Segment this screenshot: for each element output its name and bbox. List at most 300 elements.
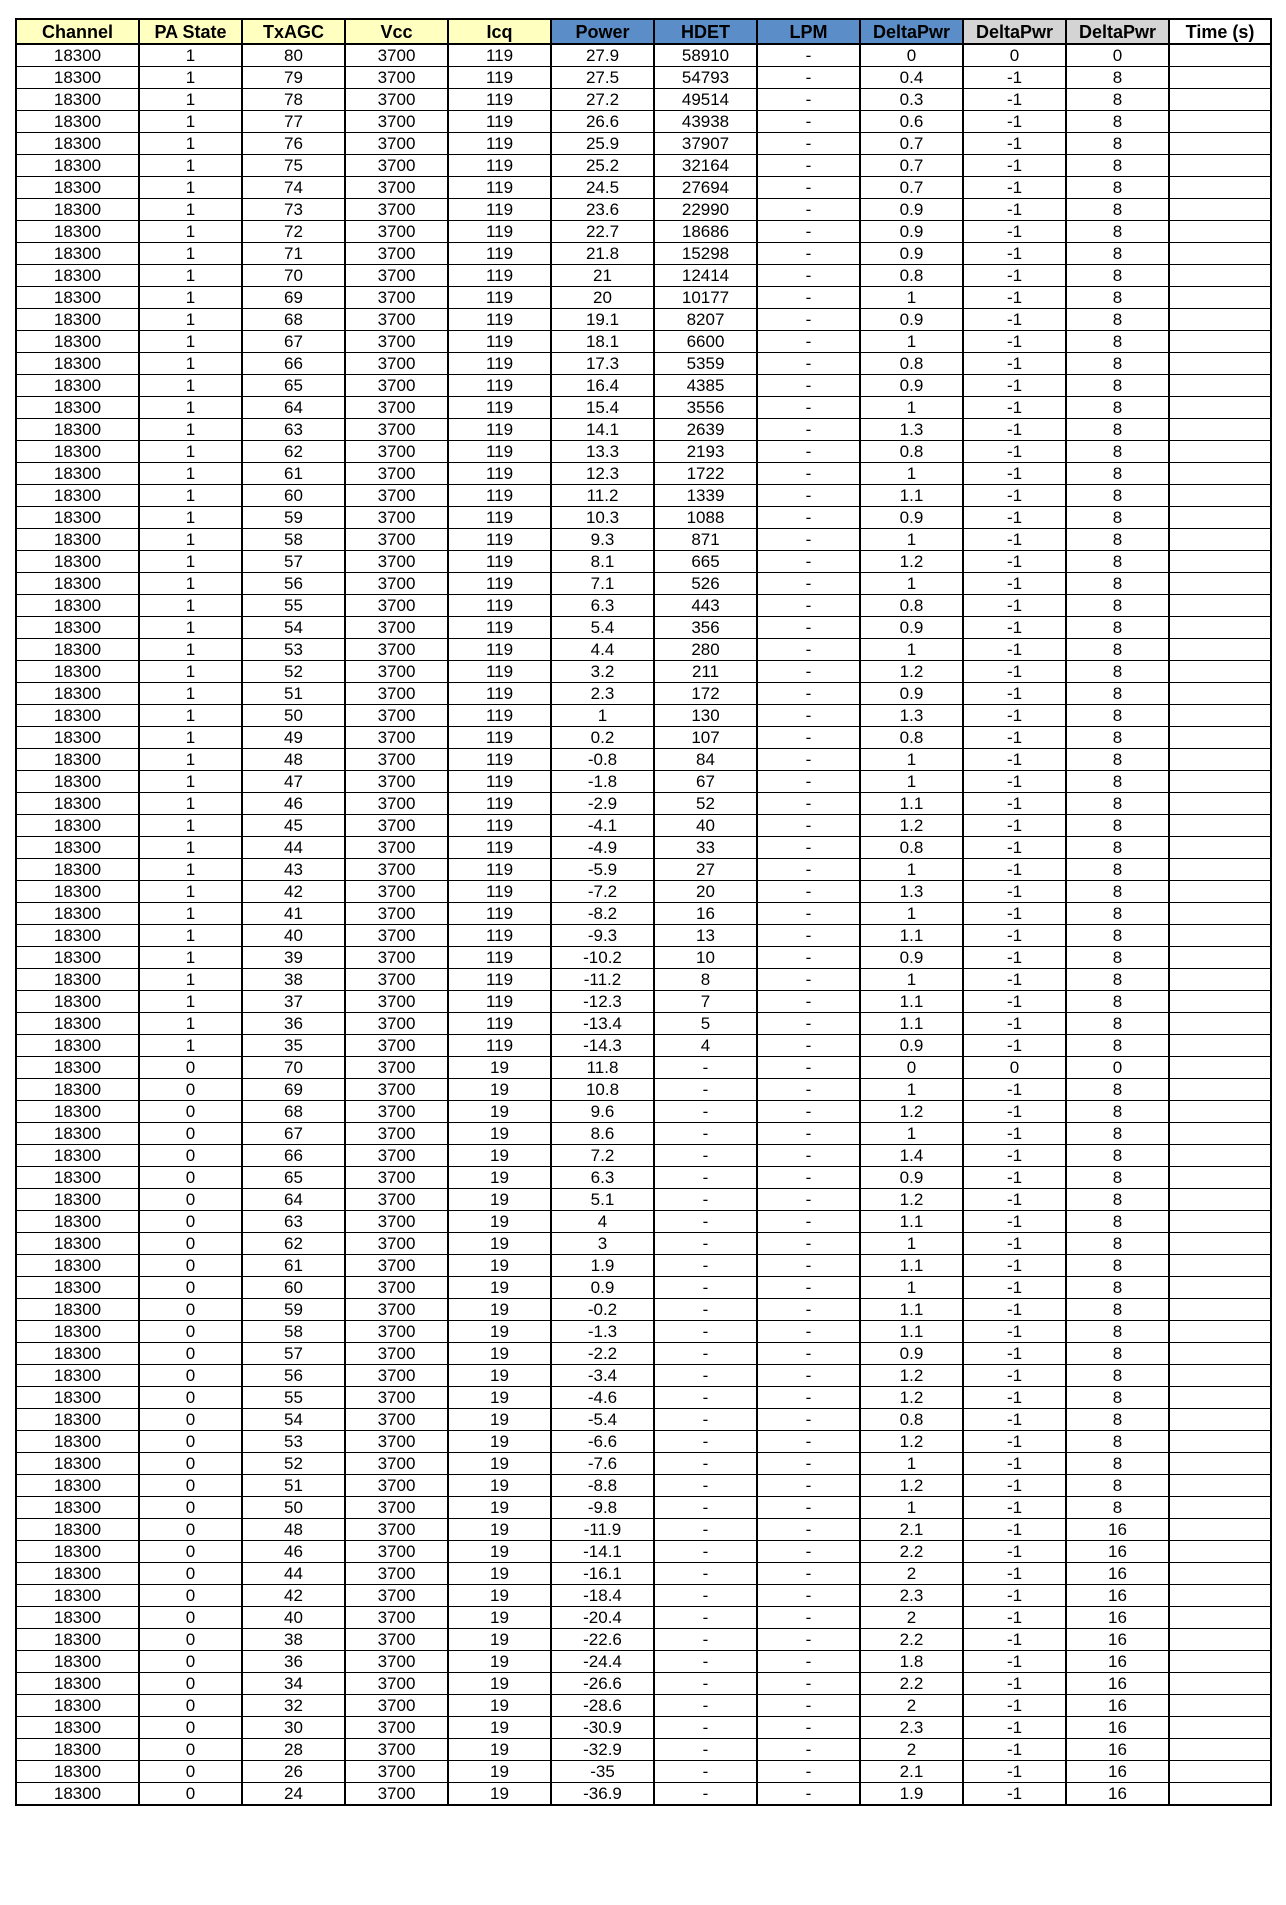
table-cell[interactable]: 5359 xyxy=(654,353,757,375)
table-cell[interactable]: 8 xyxy=(1066,155,1169,177)
table-cell[interactable]: -9.3 xyxy=(551,925,654,947)
table-cell[interactable]: 8 xyxy=(1066,67,1169,89)
table-cell[interactable]: 19 xyxy=(448,1343,551,1365)
table-cell[interactable] xyxy=(1169,1321,1271,1343)
table-cell[interactable]: 19 xyxy=(448,1387,551,1409)
table-cell[interactable]: 119 xyxy=(448,859,551,881)
table-cell[interactable] xyxy=(1169,353,1271,375)
table-cell[interactable]: 1 xyxy=(860,1123,963,1145)
table-cell[interactable]: 1.1 xyxy=(860,925,963,947)
table-cell[interactable]: 9.3 xyxy=(551,529,654,551)
table-cell[interactable] xyxy=(1169,221,1271,243)
table-cell[interactable]: -28.6 xyxy=(551,1695,654,1717)
table-cell[interactable]: -1 xyxy=(963,1519,1066,1541)
table-cell[interactable]: 42 xyxy=(242,881,345,903)
table-cell[interactable]: 0.3 xyxy=(860,89,963,111)
table-cell[interactable]: - xyxy=(757,771,860,793)
table-cell[interactable]: 1 xyxy=(139,1013,242,1035)
table-cell[interactable]: 119 xyxy=(448,837,551,859)
table-cell[interactable]: 8 xyxy=(1066,529,1169,551)
table-cell[interactable]: 3700 xyxy=(345,485,448,507)
table-cell[interactable]: 55 xyxy=(242,1387,345,1409)
table-cell[interactable]: 3700 xyxy=(345,44,448,67)
table-cell[interactable]: - xyxy=(757,485,860,507)
table-cell[interactable] xyxy=(1169,661,1271,683)
table-cell[interactable]: 7.2 xyxy=(551,1145,654,1167)
table-cell[interactable]: - xyxy=(757,1607,860,1629)
table-cell[interactable]: -1 xyxy=(963,1189,1066,1211)
table-cell[interactable]: 19 xyxy=(448,1277,551,1299)
table-cell[interactable]: 3700 xyxy=(345,375,448,397)
table-cell[interactable]: 1 xyxy=(860,529,963,551)
table-cell[interactable]: -1 xyxy=(963,133,1066,155)
table-cell[interactable]: -1 xyxy=(963,1739,1066,1761)
table-cell[interactable]: 1 xyxy=(860,1079,963,1101)
table-cell[interactable]: 0 xyxy=(139,1145,242,1167)
table-cell[interactable]: 1.9 xyxy=(551,1255,654,1277)
table-cell[interactable]: 8 xyxy=(1066,925,1169,947)
table-cell[interactable]: 66 xyxy=(242,1145,345,1167)
table-cell[interactable]: 18300 xyxy=(16,419,139,441)
table-cell[interactable]: 76 xyxy=(242,133,345,155)
table-cell[interactable]: - xyxy=(757,1189,860,1211)
table-cell[interactable]: 70 xyxy=(242,1057,345,1079)
table-cell[interactable] xyxy=(1169,1233,1271,1255)
table-cell[interactable]: - xyxy=(757,969,860,991)
table-cell[interactable]: 0 xyxy=(139,1739,242,1761)
table-cell[interactable]: 3700 xyxy=(345,1541,448,1563)
table-cell[interactable]: 58910 xyxy=(654,44,757,67)
table-cell[interactable]: 37907 xyxy=(654,133,757,155)
table-cell[interactable]: 8 xyxy=(1066,1343,1169,1365)
table-cell[interactable]: 3700 xyxy=(345,89,448,111)
table-cell[interactable]: - xyxy=(757,133,860,155)
table-cell[interactable]: 1 xyxy=(139,353,242,375)
table-cell[interactable]: 0 xyxy=(139,1343,242,1365)
table-cell[interactable] xyxy=(1169,67,1271,89)
table-cell[interactable]: 5.1 xyxy=(551,1189,654,1211)
table-cell[interactable]: 1 xyxy=(139,265,242,287)
table-cell[interactable]: -1 xyxy=(963,1563,1066,1585)
table-cell[interactable]: 18300 xyxy=(16,859,139,881)
table-cell[interactable]: 3700 xyxy=(345,1277,448,1299)
table-cell[interactable]: 0.8 xyxy=(860,441,963,463)
table-cell[interactable]: 119 xyxy=(448,793,551,815)
table-cell[interactable]: 18300 xyxy=(16,529,139,551)
table-cell[interactable]: 4.4 xyxy=(551,639,654,661)
table-cell[interactable] xyxy=(1169,881,1271,903)
table-cell[interactable]: 1 xyxy=(139,529,242,551)
table-cell[interactable]: 18300 xyxy=(16,573,139,595)
table-cell[interactable]: 1 xyxy=(139,375,242,397)
table-cell[interactable]: 0.9 xyxy=(860,309,963,331)
table-cell[interactable]: 1.2 xyxy=(860,1365,963,1387)
table-cell[interactable]: - xyxy=(757,463,860,485)
table-cell[interactable]: - xyxy=(757,199,860,221)
table-cell[interactable]: -1 xyxy=(963,1167,1066,1189)
table-cell[interactable]: 3700 xyxy=(345,67,448,89)
table-cell[interactable]: 54793 xyxy=(654,67,757,89)
table-cell[interactable]: - xyxy=(757,991,860,1013)
table-cell[interactable]: 71 xyxy=(242,243,345,265)
table-cell[interactable]: -1 xyxy=(963,837,1066,859)
table-cell[interactable]: -2.2 xyxy=(551,1343,654,1365)
table-cell[interactable] xyxy=(1169,1167,1271,1189)
table-cell[interactable]: 52 xyxy=(242,661,345,683)
table-cell[interactable]: 19 xyxy=(448,1717,551,1739)
table-cell[interactable]: 1 xyxy=(139,463,242,485)
table-cell[interactable]: 1 xyxy=(139,815,242,837)
table-cell[interactable]: - xyxy=(654,1101,757,1123)
table-cell[interactable]: 1 xyxy=(139,947,242,969)
table-cell[interactable]: 18300 xyxy=(16,1453,139,1475)
table-cell[interactable]: 18300 xyxy=(16,1519,139,1541)
table-cell[interactable]: - xyxy=(654,1497,757,1519)
table-cell[interactable] xyxy=(1169,1541,1271,1563)
table-cell[interactable]: 19 xyxy=(448,1123,551,1145)
table-cell[interactable]: 172 xyxy=(654,683,757,705)
table-cell[interactable]: 2.3 xyxy=(551,683,654,705)
table-cell[interactable]: 1 xyxy=(860,969,963,991)
table-cell[interactable]: 3700 xyxy=(345,419,448,441)
table-cell[interactable]: 3700 xyxy=(345,1761,448,1783)
table-cell[interactable]: 119 xyxy=(448,925,551,947)
table-cell[interactable]: - xyxy=(757,1079,860,1101)
table-cell[interactable]: 46 xyxy=(242,793,345,815)
table-cell[interactable]: 18300 xyxy=(16,1585,139,1607)
table-cell[interactable]: - xyxy=(757,243,860,265)
table-cell[interactable]: 130 xyxy=(654,705,757,727)
table-cell[interactable] xyxy=(1169,683,1271,705)
table-cell[interactable] xyxy=(1169,463,1271,485)
table-cell[interactable]: 119 xyxy=(448,221,551,243)
table-cell[interactable]: 8 xyxy=(1066,1013,1169,1035)
column-header[interactable]: LPM xyxy=(757,19,860,44)
table-cell[interactable] xyxy=(1169,1585,1271,1607)
table-cell[interactable]: 19 xyxy=(448,1365,551,1387)
table-cell[interactable]: -1 xyxy=(963,1673,1066,1695)
table-cell[interactable]: - xyxy=(757,1629,860,1651)
table-cell[interactable]: 8 xyxy=(1066,1409,1169,1431)
table-cell[interactable]: 3700 xyxy=(345,925,448,947)
table-cell[interactable]: 1 xyxy=(139,199,242,221)
table-cell[interactable]: 1 xyxy=(139,67,242,89)
table-cell[interactable]: 3700 xyxy=(345,903,448,925)
table-cell[interactable] xyxy=(1169,1475,1271,1497)
table-cell[interactable]: -1 xyxy=(963,1255,1066,1277)
table-cell[interactable]: 3700 xyxy=(345,1475,448,1497)
table-cell[interactable]: 18300 xyxy=(16,441,139,463)
table-cell[interactable]: 1 xyxy=(139,397,242,419)
column-header[interactable]: PA State xyxy=(139,19,242,44)
table-cell[interactable]: 53 xyxy=(242,639,345,661)
table-cell[interactable] xyxy=(1169,1123,1271,1145)
table-cell[interactable]: 3700 xyxy=(345,177,448,199)
table-cell[interactable]: 18686 xyxy=(654,221,757,243)
table-cell[interactable]: 56 xyxy=(242,573,345,595)
table-cell[interactable]: 34 xyxy=(242,1673,345,1695)
table-cell[interactable]: 59 xyxy=(242,1299,345,1321)
table-cell[interactable]: - xyxy=(757,1145,860,1167)
table-cell[interactable]: 871 xyxy=(654,529,757,551)
table-cell[interactable]: 1 xyxy=(860,1453,963,1475)
table-cell[interactable] xyxy=(1169,617,1271,639)
table-cell[interactable] xyxy=(1169,815,1271,837)
table-cell[interactable]: 19 xyxy=(448,1453,551,1475)
table-cell[interactable]: 19 xyxy=(448,1695,551,1717)
table-cell[interactable]: 8 xyxy=(1066,683,1169,705)
table-cell[interactable]: -1 xyxy=(963,1761,1066,1783)
table-cell[interactable]: 1 xyxy=(860,639,963,661)
table-cell[interactable]: - xyxy=(757,1343,860,1365)
table-cell[interactable]: 8 xyxy=(1066,485,1169,507)
table-cell[interactable] xyxy=(1169,1453,1271,1475)
table-cell[interactable]: 19 xyxy=(448,1057,551,1079)
table-cell[interactable]: -22.6 xyxy=(551,1629,654,1651)
table-cell[interactable]: 3700 xyxy=(345,551,448,573)
table-cell[interactable]: 119 xyxy=(448,243,551,265)
table-cell[interactable]: 19 xyxy=(448,1519,551,1541)
table-cell[interactable]: 27694 xyxy=(654,177,757,199)
table-cell[interactable]: 3700 xyxy=(345,1739,448,1761)
table-cell[interactable]: -1 xyxy=(963,815,1066,837)
table-cell[interactable]: -1.8 xyxy=(551,771,654,793)
table-cell[interactable]: 119 xyxy=(448,705,551,727)
table-cell[interactable]: 18300 xyxy=(16,507,139,529)
table-cell[interactable]: 119 xyxy=(448,595,551,617)
table-cell[interactable]: 3700 xyxy=(345,1453,448,1475)
table-cell[interactable]: 3700 xyxy=(345,1035,448,1057)
table-cell[interactable]: 3700 xyxy=(345,1101,448,1123)
table-cell[interactable]: 38 xyxy=(242,969,345,991)
table-cell[interactable]: 3700 xyxy=(345,1519,448,1541)
table-cell[interactable]: -32.9 xyxy=(551,1739,654,1761)
table-cell[interactable]: 3700 xyxy=(345,1585,448,1607)
table-cell[interactable]: - xyxy=(757,1519,860,1541)
column-header[interactable]: DeltaPwr xyxy=(963,19,1066,44)
table-cell[interactable]: 1 xyxy=(139,683,242,705)
table-cell[interactable]: 119 xyxy=(448,573,551,595)
table-cell[interactable]: - xyxy=(654,1629,757,1651)
table-cell[interactable]: -1 xyxy=(963,1123,1066,1145)
table-cell[interactable]: -1 xyxy=(963,1321,1066,1343)
table-cell[interactable]: - xyxy=(757,1475,860,1497)
table-cell[interactable]: 54 xyxy=(242,1409,345,1431)
table-cell[interactable]: -1 xyxy=(963,661,1066,683)
table-cell[interactable]: - xyxy=(757,1761,860,1783)
table-cell[interactable]: - xyxy=(757,1365,860,1387)
table-cell[interactable]: 16 xyxy=(1066,1695,1169,1717)
table-cell[interactable]: 10 xyxy=(654,947,757,969)
table-cell[interactable]: 27.5 xyxy=(551,67,654,89)
table-cell[interactable]: -1 xyxy=(963,507,1066,529)
table-cell[interactable]: 8 xyxy=(1066,661,1169,683)
table-cell[interactable]: 25.2 xyxy=(551,155,654,177)
table-cell[interactable]: 13.3 xyxy=(551,441,654,463)
table-cell[interactable]: 3700 xyxy=(345,793,448,815)
table-cell[interactable]: 8 xyxy=(1066,1365,1169,1387)
table-cell[interactable]: 8 xyxy=(1066,1497,1169,1519)
table-cell[interactable]: - xyxy=(654,1651,757,1673)
table-cell[interactable]: 0 xyxy=(1066,1057,1169,1079)
table-cell[interactable]: 3700 xyxy=(345,353,448,375)
table-cell[interactable]: 18300 xyxy=(16,1761,139,1783)
table-cell[interactable]: 19 xyxy=(448,1629,551,1651)
table-cell[interactable]: 27.2 xyxy=(551,89,654,111)
table-cell[interactable]: -7.2 xyxy=(551,881,654,903)
table-cell[interactable]: 0 xyxy=(139,1387,242,1409)
table-cell[interactable]: 0 xyxy=(1066,44,1169,67)
table-cell[interactable]: 0.7 xyxy=(860,155,963,177)
table-cell[interactable]: - xyxy=(757,1211,860,1233)
table-cell[interactable]: 73 xyxy=(242,199,345,221)
table-cell[interactable]: 3700 xyxy=(345,771,448,793)
table-cell[interactable]: -1 xyxy=(963,573,1066,595)
table-cell[interactable] xyxy=(1169,1717,1271,1739)
table-cell[interactable]: 19 xyxy=(448,1585,551,1607)
table-cell[interactable]: 0.9 xyxy=(860,1167,963,1189)
table-cell[interactable] xyxy=(1169,1255,1271,1277)
table-cell[interactable]: 1 xyxy=(139,287,242,309)
table-cell[interactable]: -1.3 xyxy=(551,1321,654,1343)
table-cell[interactable]: 2.2 xyxy=(860,1673,963,1695)
table-cell[interactable]: 18300 xyxy=(16,903,139,925)
table-cell[interactable]: 8 xyxy=(1066,1453,1169,1475)
table-cell[interactable]: -1 xyxy=(963,617,1066,639)
table-cell[interactable]: 1 xyxy=(139,881,242,903)
table-cell[interactable]: - xyxy=(757,89,860,111)
table-cell[interactable]: 8 xyxy=(1066,1321,1169,1343)
table-cell[interactable]: -1 xyxy=(963,727,1066,749)
table-cell[interactable]: 78 xyxy=(242,89,345,111)
table-cell[interactable]: 119 xyxy=(448,749,551,771)
table-cell[interactable]: -6.6 xyxy=(551,1431,654,1453)
table-cell[interactable]: 18300 xyxy=(16,1057,139,1079)
table-cell[interactable]: - xyxy=(654,1189,757,1211)
table-cell[interactable]: -12.3 xyxy=(551,991,654,1013)
table-cell[interactable]: 8 xyxy=(1066,1123,1169,1145)
table-cell[interactable]: - xyxy=(757,903,860,925)
table-cell[interactable]: -1 xyxy=(963,969,1066,991)
table-cell[interactable]: 119 xyxy=(448,155,551,177)
table-cell[interactable]: 19 xyxy=(448,1761,551,1783)
table-cell[interactable]: -1 xyxy=(963,1541,1066,1563)
table-cell[interactable]: -7.6 xyxy=(551,1453,654,1475)
table-cell[interactable]: 1088 xyxy=(654,507,757,529)
table-cell[interactable]: 3700 xyxy=(345,1123,448,1145)
table-cell[interactable]: 1 xyxy=(860,573,963,595)
table-cell[interactable]: 57 xyxy=(242,1343,345,1365)
table-cell[interactable]: 19 xyxy=(448,1783,551,1806)
table-cell[interactable]: 19 xyxy=(448,1101,551,1123)
table-cell[interactable]: 18300 xyxy=(16,705,139,727)
table-cell[interactable] xyxy=(1169,1607,1271,1629)
table-cell[interactable]: 3700 xyxy=(345,1167,448,1189)
table-cell[interactable]: 1 xyxy=(139,837,242,859)
table-cell[interactable]: 8 xyxy=(1066,1431,1169,1453)
table-cell[interactable]: 57 xyxy=(242,551,345,573)
table-cell[interactable]: -26.6 xyxy=(551,1673,654,1695)
table-cell[interactable] xyxy=(1169,287,1271,309)
table-cell[interactable]: 0 xyxy=(139,1079,242,1101)
table-cell[interactable]: 10.8 xyxy=(551,1079,654,1101)
table-cell[interactable]: 5 xyxy=(654,1013,757,1035)
table-cell[interactable]: 18300 xyxy=(16,111,139,133)
table-cell[interactable]: 8 xyxy=(1066,551,1169,573)
table-cell[interactable]: - xyxy=(757,859,860,881)
table-cell[interactable]: -1 xyxy=(963,793,1066,815)
table-cell[interactable]: 20 xyxy=(551,287,654,309)
table-cell[interactable]: 1.2 xyxy=(860,1189,963,1211)
table-cell[interactable]: 0.9 xyxy=(860,683,963,705)
table-cell[interactable] xyxy=(1169,1695,1271,1717)
table-cell[interactable]: 9.6 xyxy=(551,1101,654,1123)
table-cell[interactable]: 30 xyxy=(242,1717,345,1739)
table-cell[interactable]: 1.1 xyxy=(860,1211,963,1233)
table-cell[interactable]: 3700 xyxy=(345,155,448,177)
table-cell[interactable]: - xyxy=(654,1167,757,1189)
table-cell[interactable]: 18300 xyxy=(16,485,139,507)
table-cell[interactable]: 22.7 xyxy=(551,221,654,243)
table-cell[interactable]: 119 xyxy=(448,265,551,287)
table-cell[interactable]: 3700 xyxy=(345,397,448,419)
table-cell[interactable]: 3556 xyxy=(654,397,757,419)
table-cell[interactable]: -1 xyxy=(963,1651,1066,1673)
table-cell[interactable]: -0.8 xyxy=(551,749,654,771)
table-cell[interactable]: -1 xyxy=(963,947,1066,969)
table-cell[interactable]: 8 xyxy=(1066,595,1169,617)
table-cell[interactable]: 51 xyxy=(242,683,345,705)
table-cell[interactable]: 5.4 xyxy=(551,617,654,639)
table-cell[interactable]: 119 xyxy=(448,815,551,837)
table-cell[interactable]: 2.1 xyxy=(860,1761,963,1783)
table-cell[interactable]: 18300 xyxy=(16,595,139,617)
table-cell[interactable]: 3700 xyxy=(345,705,448,727)
table-cell[interactable]: 19 xyxy=(448,1233,551,1255)
table-cell[interactable]: 0 xyxy=(139,1497,242,1519)
table-cell[interactable]: - xyxy=(757,1409,860,1431)
table-cell[interactable]: 63 xyxy=(242,419,345,441)
table-cell[interactable]: 64 xyxy=(242,1189,345,1211)
table-cell[interactable]: 8 xyxy=(1066,1387,1169,1409)
table-cell[interactable]: 1 xyxy=(139,705,242,727)
table-cell[interactable]: 3700 xyxy=(345,815,448,837)
table-cell[interactable]: 68 xyxy=(242,309,345,331)
table-cell[interactable]: 19 xyxy=(448,1211,551,1233)
table-cell[interactable]: 3700 xyxy=(345,661,448,683)
table-cell[interactable]: 0.8 xyxy=(860,837,963,859)
table-cell[interactable]: 1.1 xyxy=(860,1013,963,1035)
table-cell[interactable]: 18300 xyxy=(16,1167,139,1189)
table-cell[interactable] xyxy=(1169,111,1271,133)
column-header[interactable]: HDET xyxy=(654,19,757,44)
table-cell[interactable]: 0 xyxy=(139,1761,242,1783)
table-cell[interactable]: 8 xyxy=(1066,881,1169,903)
table-cell[interactable]: 1 xyxy=(860,1233,963,1255)
table-cell[interactable]: 0.7 xyxy=(860,133,963,155)
table-cell[interactable]: 1 xyxy=(139,661,242,683)
table-cell[interactable]: 8 xyxy=(1066,1255,1169,1277)
table-cell[interactable]: 8 xyxy=(1066,969,1169,991)
table-cell[interactable]: 18300 xyxy=(16,89,139,111)
table-cell[interactable]: 10177 xyxy=(654,287,757,309)
table-cell[interactable]: 18300 xyxy=(16,683,139,705)
table-cell[interactable]: - xyxy=(757,705,860,727)
table-cell[interactable]: - xyxy=(757,837,860,859)
table-cell[interactable]: 18300 xyxy=(16,287,139,309)
table-cell[interactable]: - xyxy=(757,265,860,287)
table-cell[interactable]: 50 xyxy=(242,705,345,727)
